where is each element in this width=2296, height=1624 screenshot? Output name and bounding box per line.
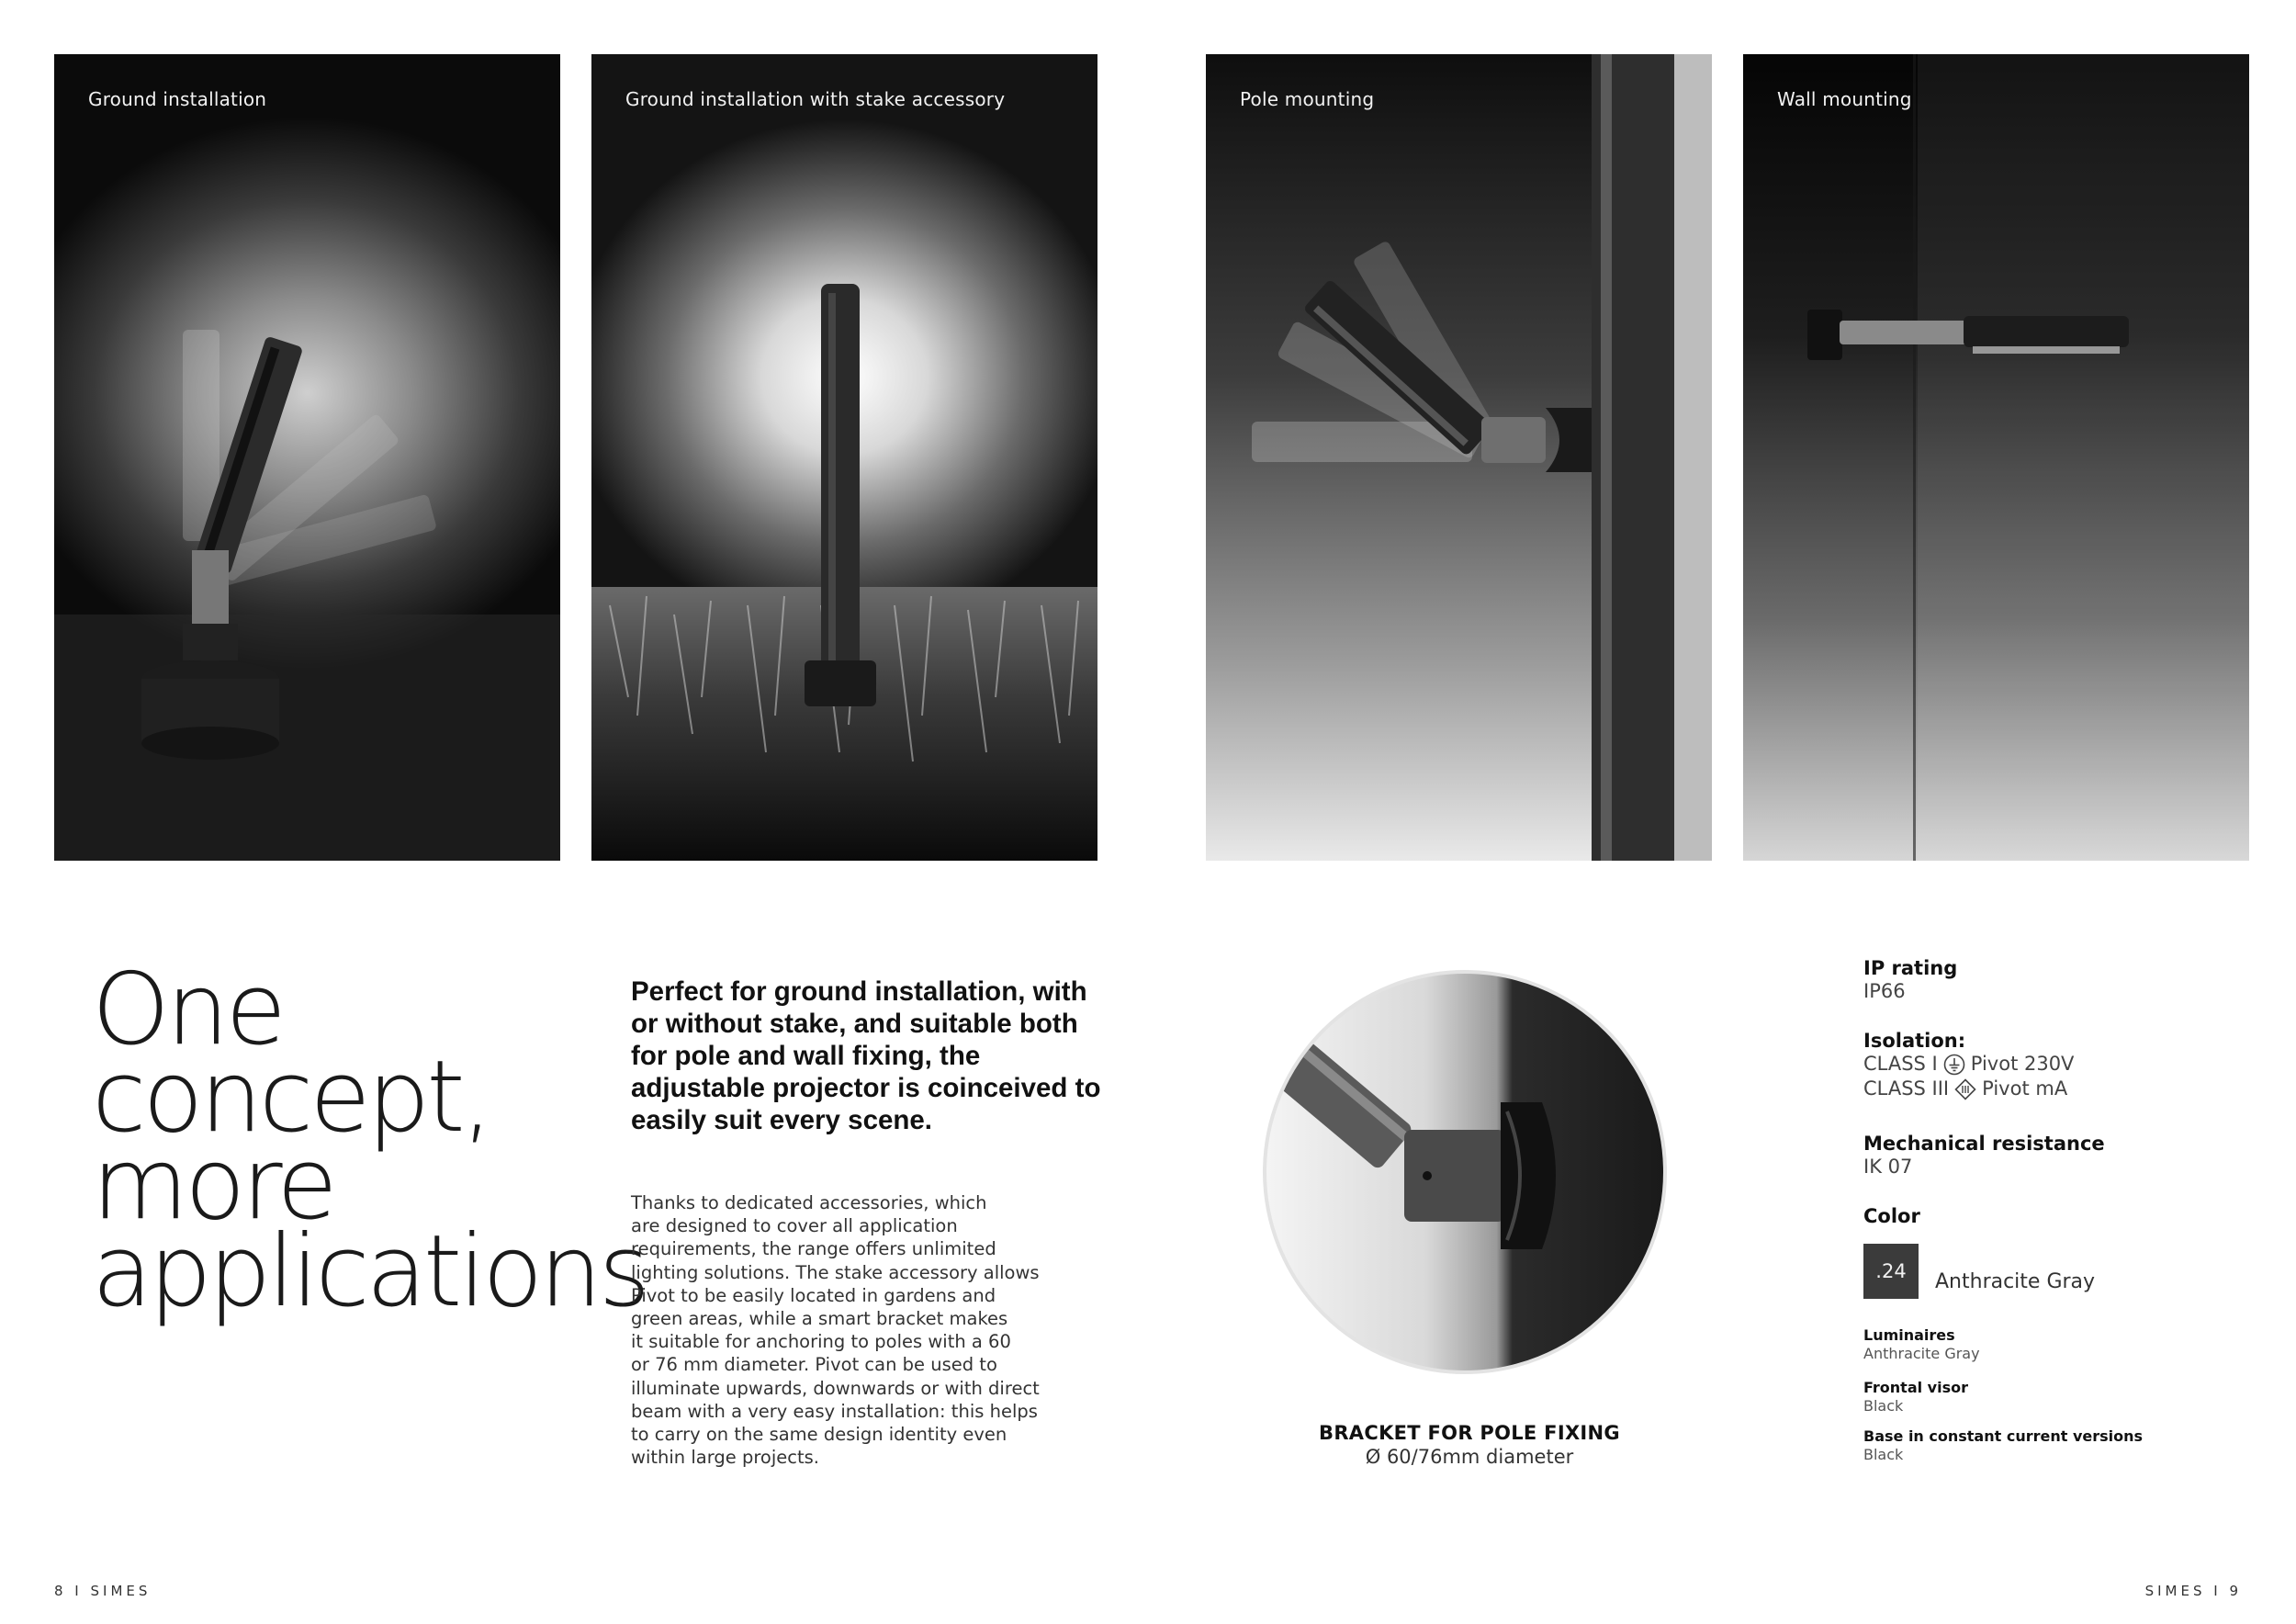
photo-caption: Ground installation xyxy=(88,88,267,110)
body-line: illuminate upwards, downwards or with direct xyxy=(631,1377,1040,1399)
footer-page-left: 8 I SIMES xyxy=(54,1583,152,1599)
body-line: requirements, the range offers unlimited xyxy=(631,1238,996,1260)
footer-page-right: SIMES I 9 xyxy=(2144,1583,2242,1599)
class-i-suffix: Pivot 230V xyxy=(1970,1053,2075,1075)
photo-caption: Wall mounting xyxy=(1777,88,1912,110)
color-name: Anthracite Gray xyxy=(1935,1269,2096,1293)
color-option xyxy=(1863,1244,2249,1299)
photo-wall-mounting xyxy=(1743,54,2249,861)
bracket-illustration xyxy=(1266,974,1663,1370)
base-value: Black xyxy=(1863,1446,1904,1463)
headline-line: applications xyxy=(92,1214,647,1329)
body-paragraph xyxy=(631,1191,1063,1469)
headline-line: One xyxy=(92,953,283,1067)
ground-installation-illustration xyxy=(54,54,560,861)
photo-caption: Ground installation with stake accessory xyxy=(625,88,1006,110)
isolation-class-iii xyxy=(1863,1077,2249,1101)
frontal-visor-value: Black xyxy=(1863,1397,1904,1415)
color-swatch: .24 xyxy=(1863,1244,1919,1299)
ip-rating-label: IP rating xyxy=(1863,957,1958,979)
body-line: to carry on the same design identity even xyxy=(631,1424,1007,1446)
pole-mounting-illustration xyxy=(1206,54,1712,861)
protective-earth-icon xyxy=(1943,1054,1965,1076)
headline xyxy=(92,953,647,1329)
class-iii-icon xyxy=(1954,1078,1976,1100)
photo-stake-installation xyxy=(591,54,1097,861)
luminaires-value: Anthracite Gray xyxy=(1863,1345,1980,1362)
ip-rating-value: IP66 xyxy=(1863,980,1906,1002)
body-line: beam with a very easy installation: this helps xyxy=(631,1400,1038,1422)
bracket-title: BRACKET FOR POLE FIXING xyxy=(1319,1422,1620,1444)
body-line: green areas, while a smart bracket makes xyxy=(631,1308,1008,1330)
class-i-prefix: CLASS I xyxy=(1863,1053,1938,1075)
class-iii-prefix: CLASS III xyxy=(1863,1077,1950,1100)
body-line: are designed to cover all application xyxy=(631,1215,958,1237)
color-label: Color xyxy=(1863,1205,1920,1227)
bracket-detail-photo xyxy=(1263,970,1667,1374)
headline-line: concept, xyxy=(92,1040,490,1155)
body-line: Pivot to be easily located in gardens and xyxy=(631,1284,996,1306)
isolation-label: Isolation: xyxy=(1863,1030,1966,1052)
mechanical-resistance-value: IK 07 xyxy=(1863,1156,1913,1178)
mechanical-resistance-label: Mechanical resistance xyxy=(1863,1133,2105,1155)
body-line: it suitable for anchoring to poles with a 60 xyxy=(631,1331,1011,1353)
photo-pole-mounting xyxy=(1206,54,1712,861)
base-label: Base in constant current versions xyxy=(1863,1427,2144,1445)
class-iii-suffix: Pivot mA xyxy=(1982,1077,2068,1100)
body-line: or 76 mm diameter. Pivot can be used to xyxy=(631,1354,997,1376)
lead-paragraph: Perfect for ground installation, with or without stake, and suitable both for pole and wall fixing, the adjustable projector is coinceived to easily suit every scene. xyxy=(631,976,1101,1135)
luminaires-label: Luminaires xyxy=(1863,1326,1955,1344)
bracket-caption xyxy=(1286,1422,1653,1468)
photo-caption: Pole mounting xyxy=(1240,88,1375,110)
body-line: Thanks to dedicated accessories, which xyxy=(631,1192,987,1213)
headline-line: more xyxy=(92,1127,334,1242)
body-line: within large projects. xyxy=(631,1447,819,1469)
body-line: lighting solutions. The stake accessory allows xyxy=(631,1261,1040,1283)
wall-mounting-illustration xyxy=(1743,54,2249,861)
photo-ground-installation xyxy=(54,54,560,861)
isolation-class-i xyxy=(1863,1052,2249,1077)
specifications xyxy=(1863,957,2249,1465)
frontal-visor-label: Frontal visor xyxy=(1863,1379,1968,1396)
bracket-subtitle: Ø 60/76mm diameter xyxy=(1365,1446,1574,1468)
stake-installation-illustration xyxy=(591,54,1097,861)
